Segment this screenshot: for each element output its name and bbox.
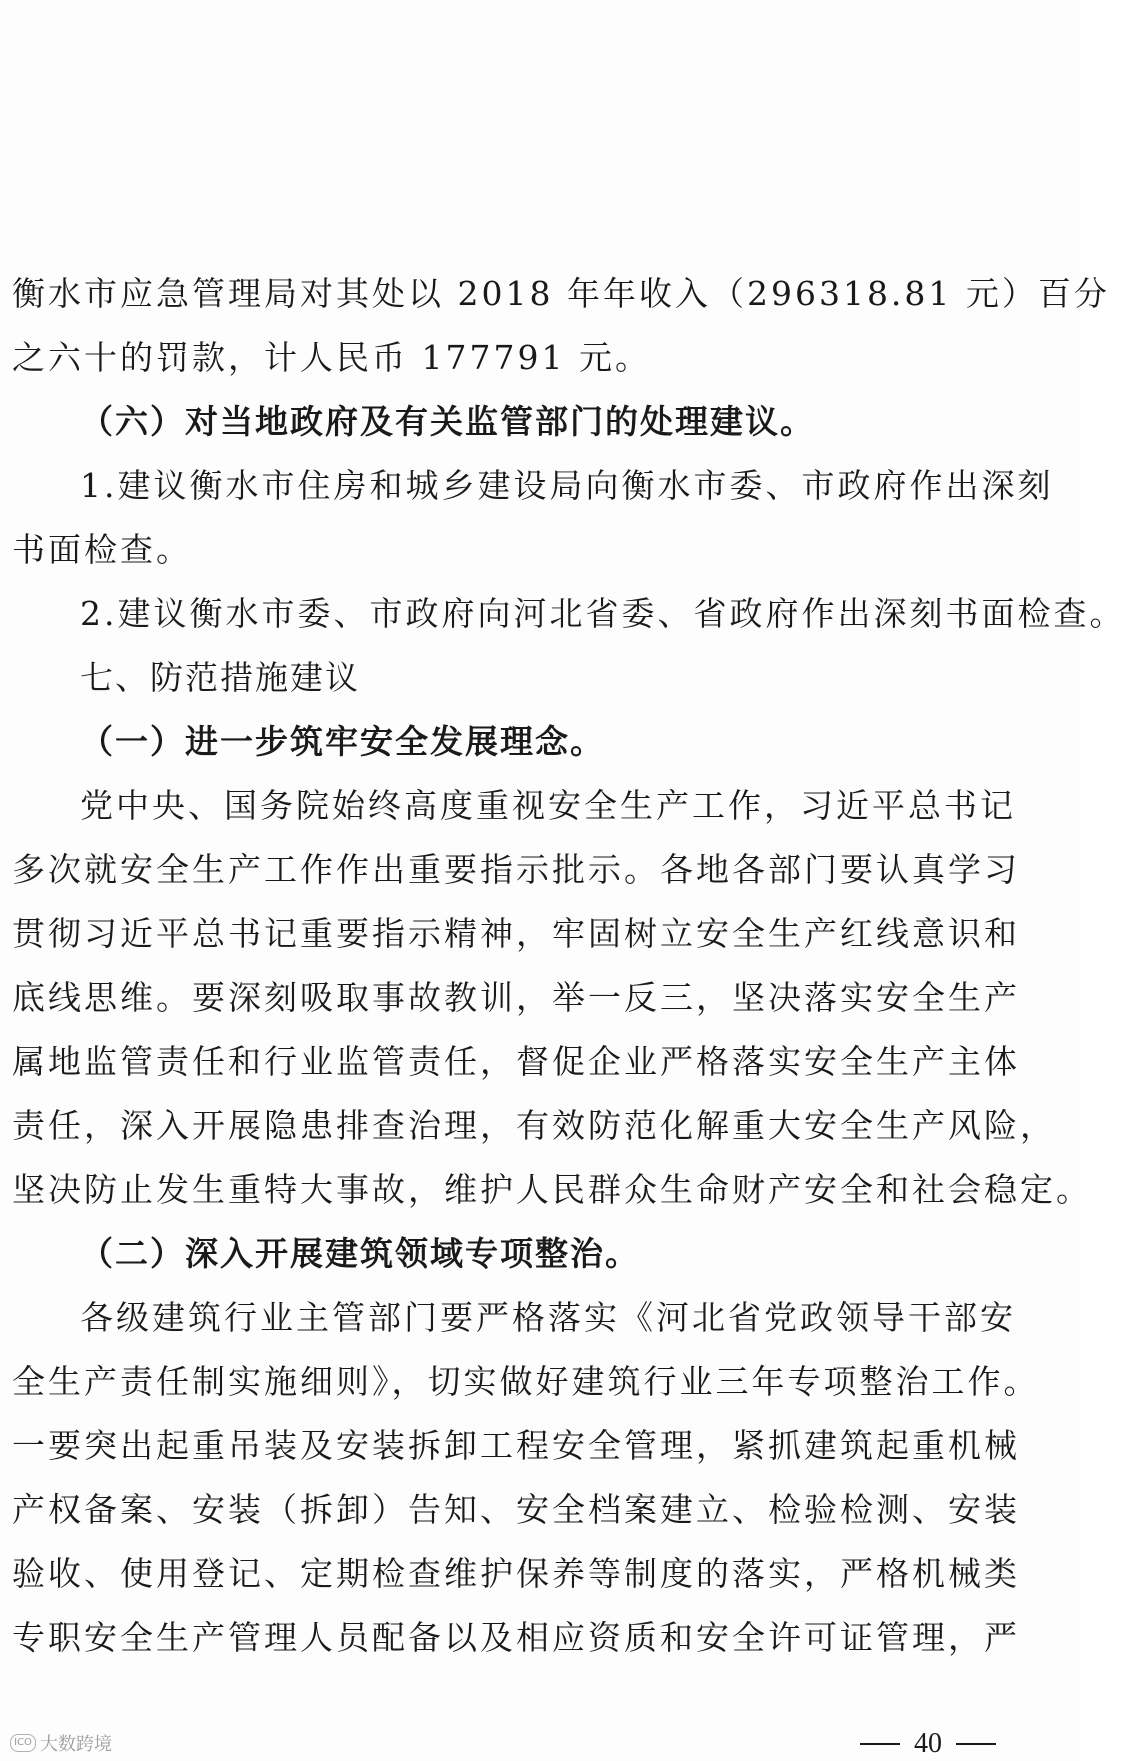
page-number (860, 1728, 996, 1760)
paragraph-line: 多次就安全生产工作作出重要指示批示。各地各部门要认真学习 (12, 850, 1020, 889)
watermark-logo-icon: ICO (10, 1734, 36, 1752)
paragraph-line: 贯彻习近平总书记重要指示精神，牢固树立安全生产红线意识和 (12, 914, 1020, 953)
paragraph-line: 党中央、国务院始终高度重视安全生产工作，习近平总书记 (80, 786, 1016, 825)
page-number-dash-left (860, 1743, 900, 1745)
paragraph-line: 坚决防止发生重特大事故，维护人民群众生命财产安全和社会稳定。 (12, 1170, 1092, 1209)
page-number-value: 40 (914, 1728, 942, 1759)
paragraph-line: 全生产责任制实施细则》，切实做好建筑行业三年专项整治工作。 (12, 1362, 1040, 1401)
list-item-1-continued: 书面检查。 (12, 530, 192, 569)
paragraph-line: 之六十的罚款，计人民币 177791 元。 (12, 338, 651, 377)
paragraph-line: 专职安全生产管理人员配备以及相应资质和安全许可证管理，严 (12, 1618, 1020, 1657)
document-body (12, 262, 1126, 1670)
paragraph-line: 衡水市应急管理局对其处以 2018 年年收入（296318.81 元）百分 (12, 274, 1110, 313)
watermark (10, 1730, 112, 1756)
section-title-seven: 七、防范措施建议 (80, 658, 360, 697)
paragraph-line: 底线思维。要深刻吸取事故教训，举一反三，坚决落实安全生产 (12, 978, 1020, 1017)
list-item-1: 1.建议衡水市住房和城乡建设局向衡水市委、市政府作出深刻 (80, 466, 1054, 505)
page-number-dash-right (956, 1743, 996, 1745)
subheading-one: （一）进一步筑牢安全发展理念。 (80, 722, 605, 761)
subheading-two: （二）深入开展建筑领域专项整治。 (80, 1234, 640, 1273)
paragraph-line: 验收、使用登记、定期检查维护保养等制度的落实，严格机械类 (12, 1554, 1020, 1593)
paragraph-line: 产权备案、安装（拆卸）告知、安全档案建立、检验检测、安装 (12, 1490, 1020, 1529)
subheading-six: （六）对当地政府及有关监管部门的处理建议。 (80, 402, 815, 441)
paragraph-line: 属地监管责任和行业监管责任，督促企业严格落实安全生产主体 (12, 1042, 1020, 1081)
paragraph-line: 各级建筑行业主管部门要严格落实《河北省党政领导干部安 (80, 1298, 1016, 1337)
list-item-2: 2.建议衡水市委、市政府向河北省委、省政府作出深刻书面检查。 (80, 594, 1126, 633)
paragraph-line: 责任，深入开展隐患排查治理，有效防范化解重大安全生产风险， (12, 1106, 1056, 1145)
watermark-text: 大数跨境 (40, 1734, 112, 1755)
paragraph-line: 一要突出起重吊装及安装拆卸工程安全管理，紧抓建筑起重机械 (12, 1426, 1020, 1465)
